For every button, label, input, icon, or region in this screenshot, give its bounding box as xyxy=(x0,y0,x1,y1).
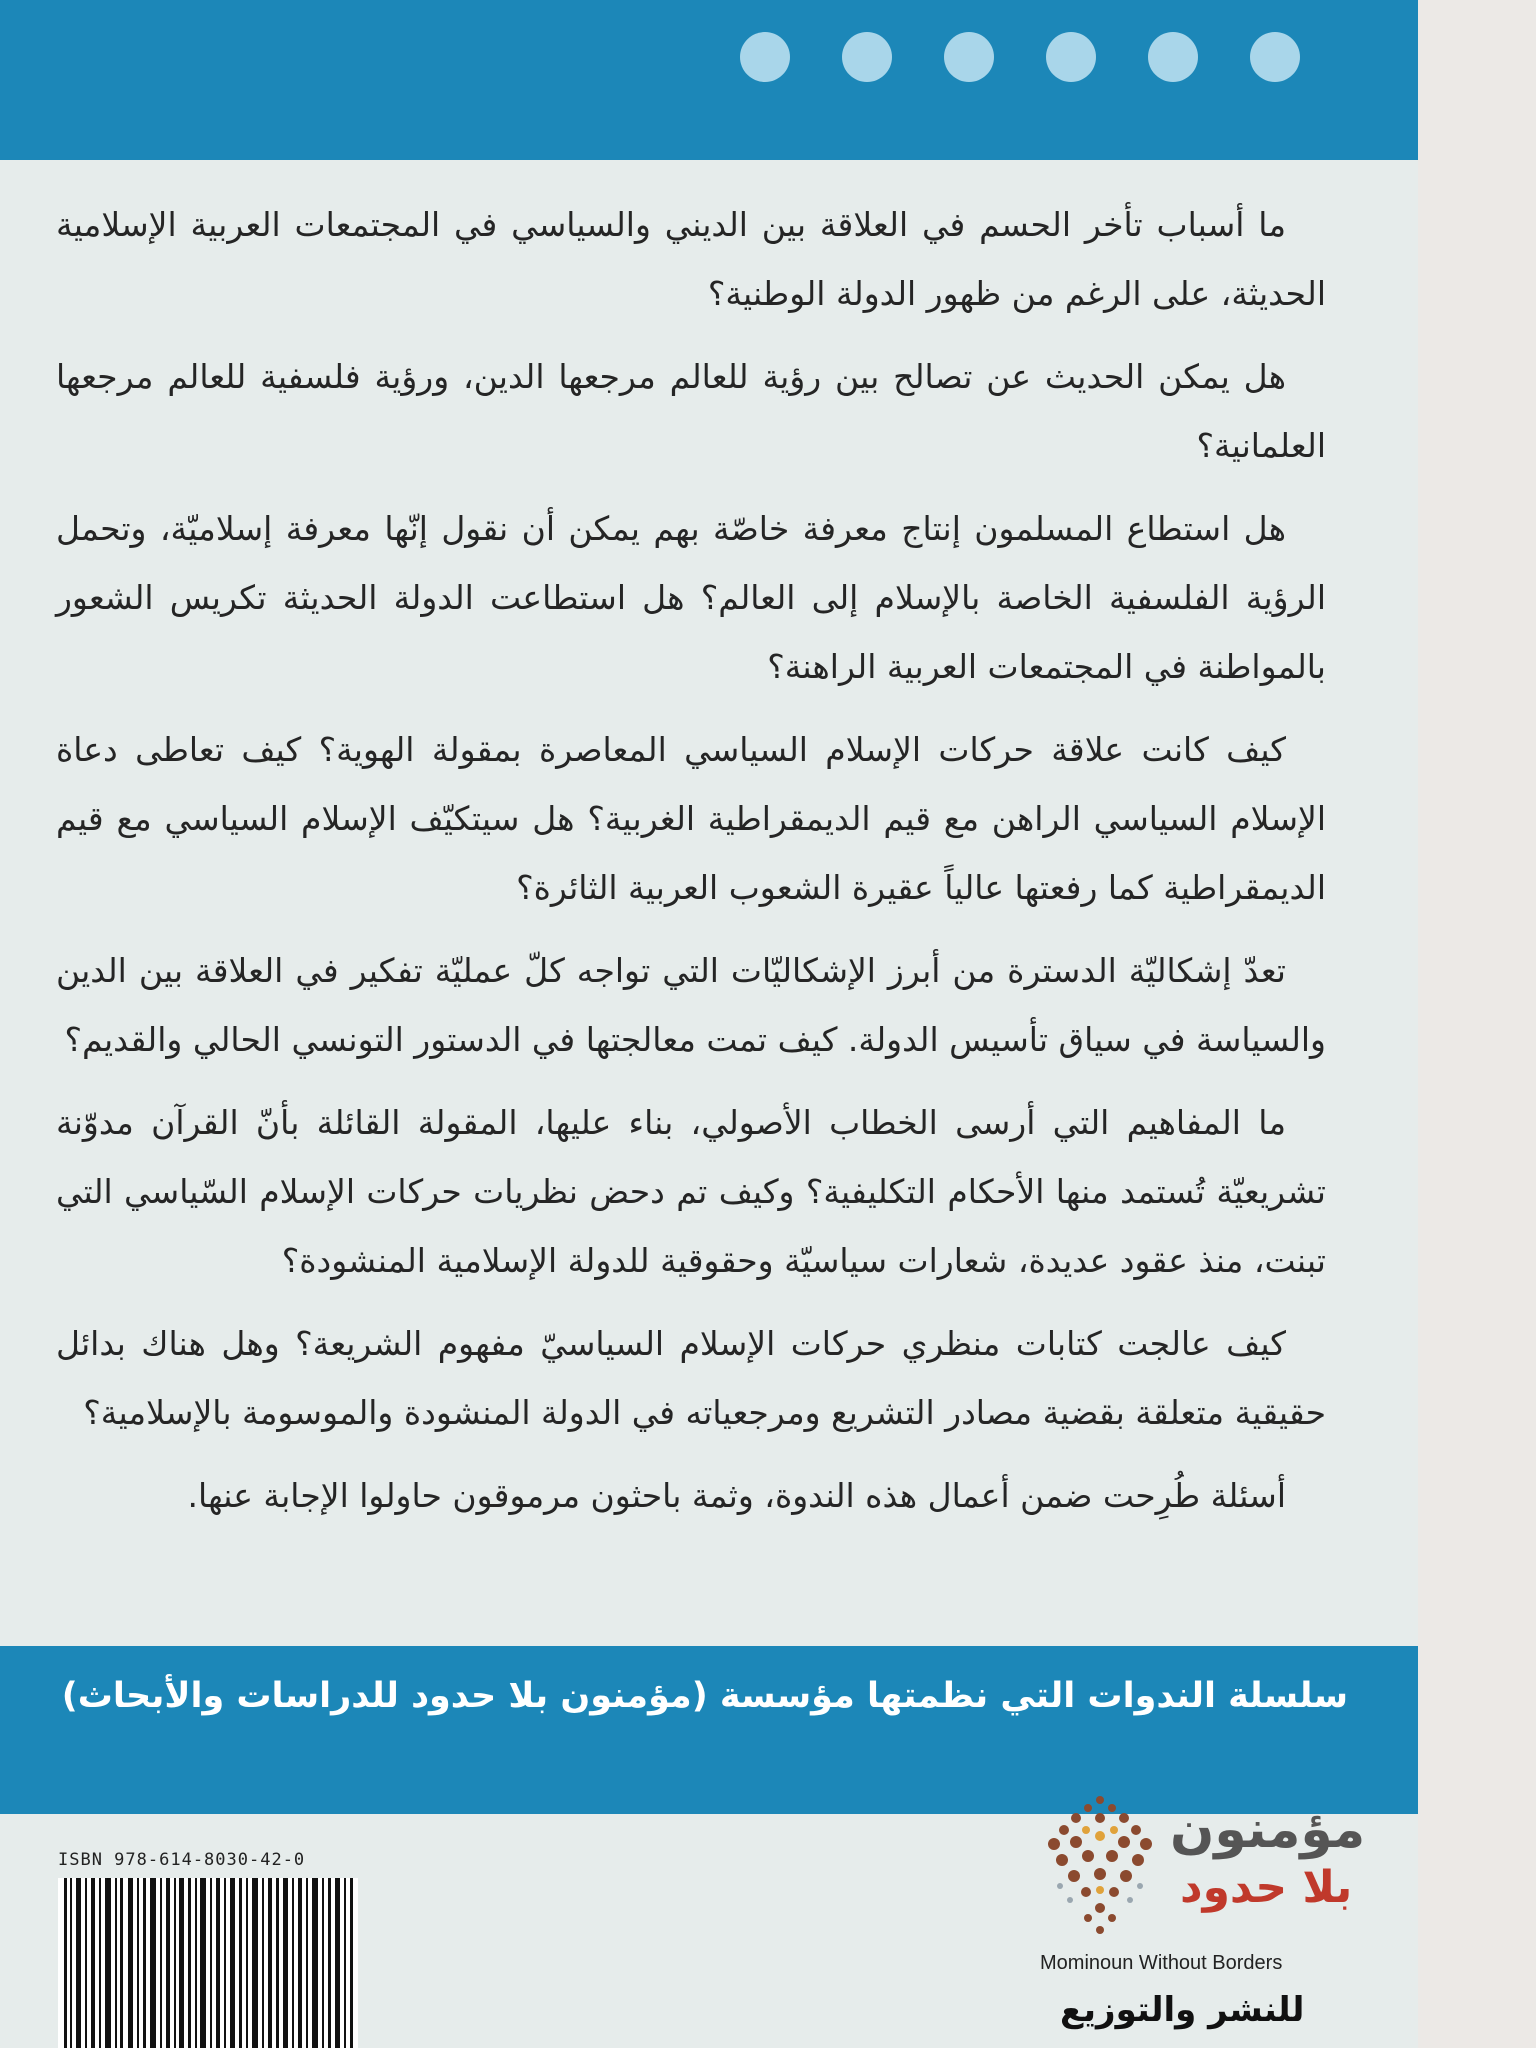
paragraph-8: أسئلة طُرِحت ضمن أعمال هذه الندوة، وثمة باحثون مرموقون حاولوا الإجابة عنها. xyxy=(187,1476,1286,1515)
series-band xyxy=(0,1646,1418,1814)
dot-icon xyxy=(1148,32,1198,82)
top-blue-band xyxy=(0,0,1418,160)
logo-arabic-name-line1: مؤمنون xyxy=(1170,1800,1366,1860)
background-surface xyxy=(1418,0,1536,2048)
dotted-emblem-icon xyxy=(1040,1790,1160,1940)
logo-arabic-name-line2: بلا حدود xyxy=(1180,1862,1353,1913)
barcode-icon xyxy=(58,1878,358,2048)
paragraph-2: هل يمكن الحديث عن تصالح بين رؤية للعالم مرجعها الدين، ورؤية فلسفية للعالم مرجعها العلمانية؟ xyxy=(56,357,1326,465)
paragraph-4: كيف كانت علاقة حركات الإسلام السياسي المعاصرة بمقولة الهوية؟ كيف تعاطى دعاة الإسلام السياسي الراهن مع قيم الديمقراطية الغربية؟ هل سيتكيّف الإسلام السياسي مع قيم الديمقراطية كما رفعتها عالياً عقيرة الشعوب العربية الثائرة؟ xyxy=(56,730,1326,907)
isbn-label: ISBN 978-614-8030-42-0 xyxy=(58,1850,306,1870)
dot-icon xyxy=(944,32,994,82)
paragraph-1: ما أسباب تأخر الحسم في العلاقة بين الديني والسياسي في المجتمعات العربية الإسلامية الحديثة، على الرغم من ظهور الدولة الوطنية؟ xyxy=(56,205,1326,313)
series-title: سلسلة الندوات التي نظمتها مؤسسة (مؤمنون بلا حدود للدراسات والأبحاث) xyxy=(61,1676,1348,1716)
paragraph-6: ما المفاهيم التي أرسى الخطاب الأصولي، بناء عليها، المقولة القائلة بأنّ القرآن مدوّنة تشريعيّة تُستمد منها الأحكام التكليفية؟ وكيف تم دحض نظريات حركات الإسلام السّياسي التي تبنت، منذ عقود عديدة، شعارات سياسيّة وحقوقية للدولة الإسلامية المنشودة؟ xyxy=(56,1103,1326,1280)
dot-icon xyxy=(842,32,892,82)
paragraph-5: تعدّ إشكاليّة الدسترة من أبرز الإشكاليّات التي تواجه كلّ عمليّة تفكير في العلاقة بين الدين والسياسة في سياق تأسيس الدولة. كيف تمت معالجتها في الدستور التونسي الحالي والقديم؟ xyxy=(56,951,1326,1059)
dot-icon xyxy=(1046,32,1096,82)
barcode-area xyxy=(58,1850,368,2048)
publisher-logo xyxy=(1040,1790,1380,2040)
logo-english-name: Mominoun Without Borders xyxy=(1040,1952,1283,1974)
decorative-dots xyxy=(740,32,1300,82)
paragraph-7: كيف عالجت كتابات منظري حركات الإسلام السياسيّ مفهوم الشريعة؟ وهل هناك بدائل حقيقية متعلقة بقضية مصادر التشريع ومرجعياته في الدولة المنشودة والموسومة بالإسلامية؟ xyxy=(56,1324,1326,1432)
dot-icon xyxy=(740,32,790,82)
blurb-text xyxy=(56,190,1326,1544)
dot-icon xyxy=(1250,32,1300,82)
paragraph-3: هل استطاع المسلمون إنتاج معرفة خاصّة بهم يمكن أن نقول إنّها معرفة إسلاميّة، وتحمل الرؤية الفلسفية الخاصة بالإسلام إلى العالم؟ هل استطاعت الدولة الحديثة تكريس الشعور بالمواطنة في المجتمعات العربية الراهنة؟ xyxy=(56,509,1326,686)
logo-division: للنشر والتوزيع xyxy=(1060,1990,1305,2030)
